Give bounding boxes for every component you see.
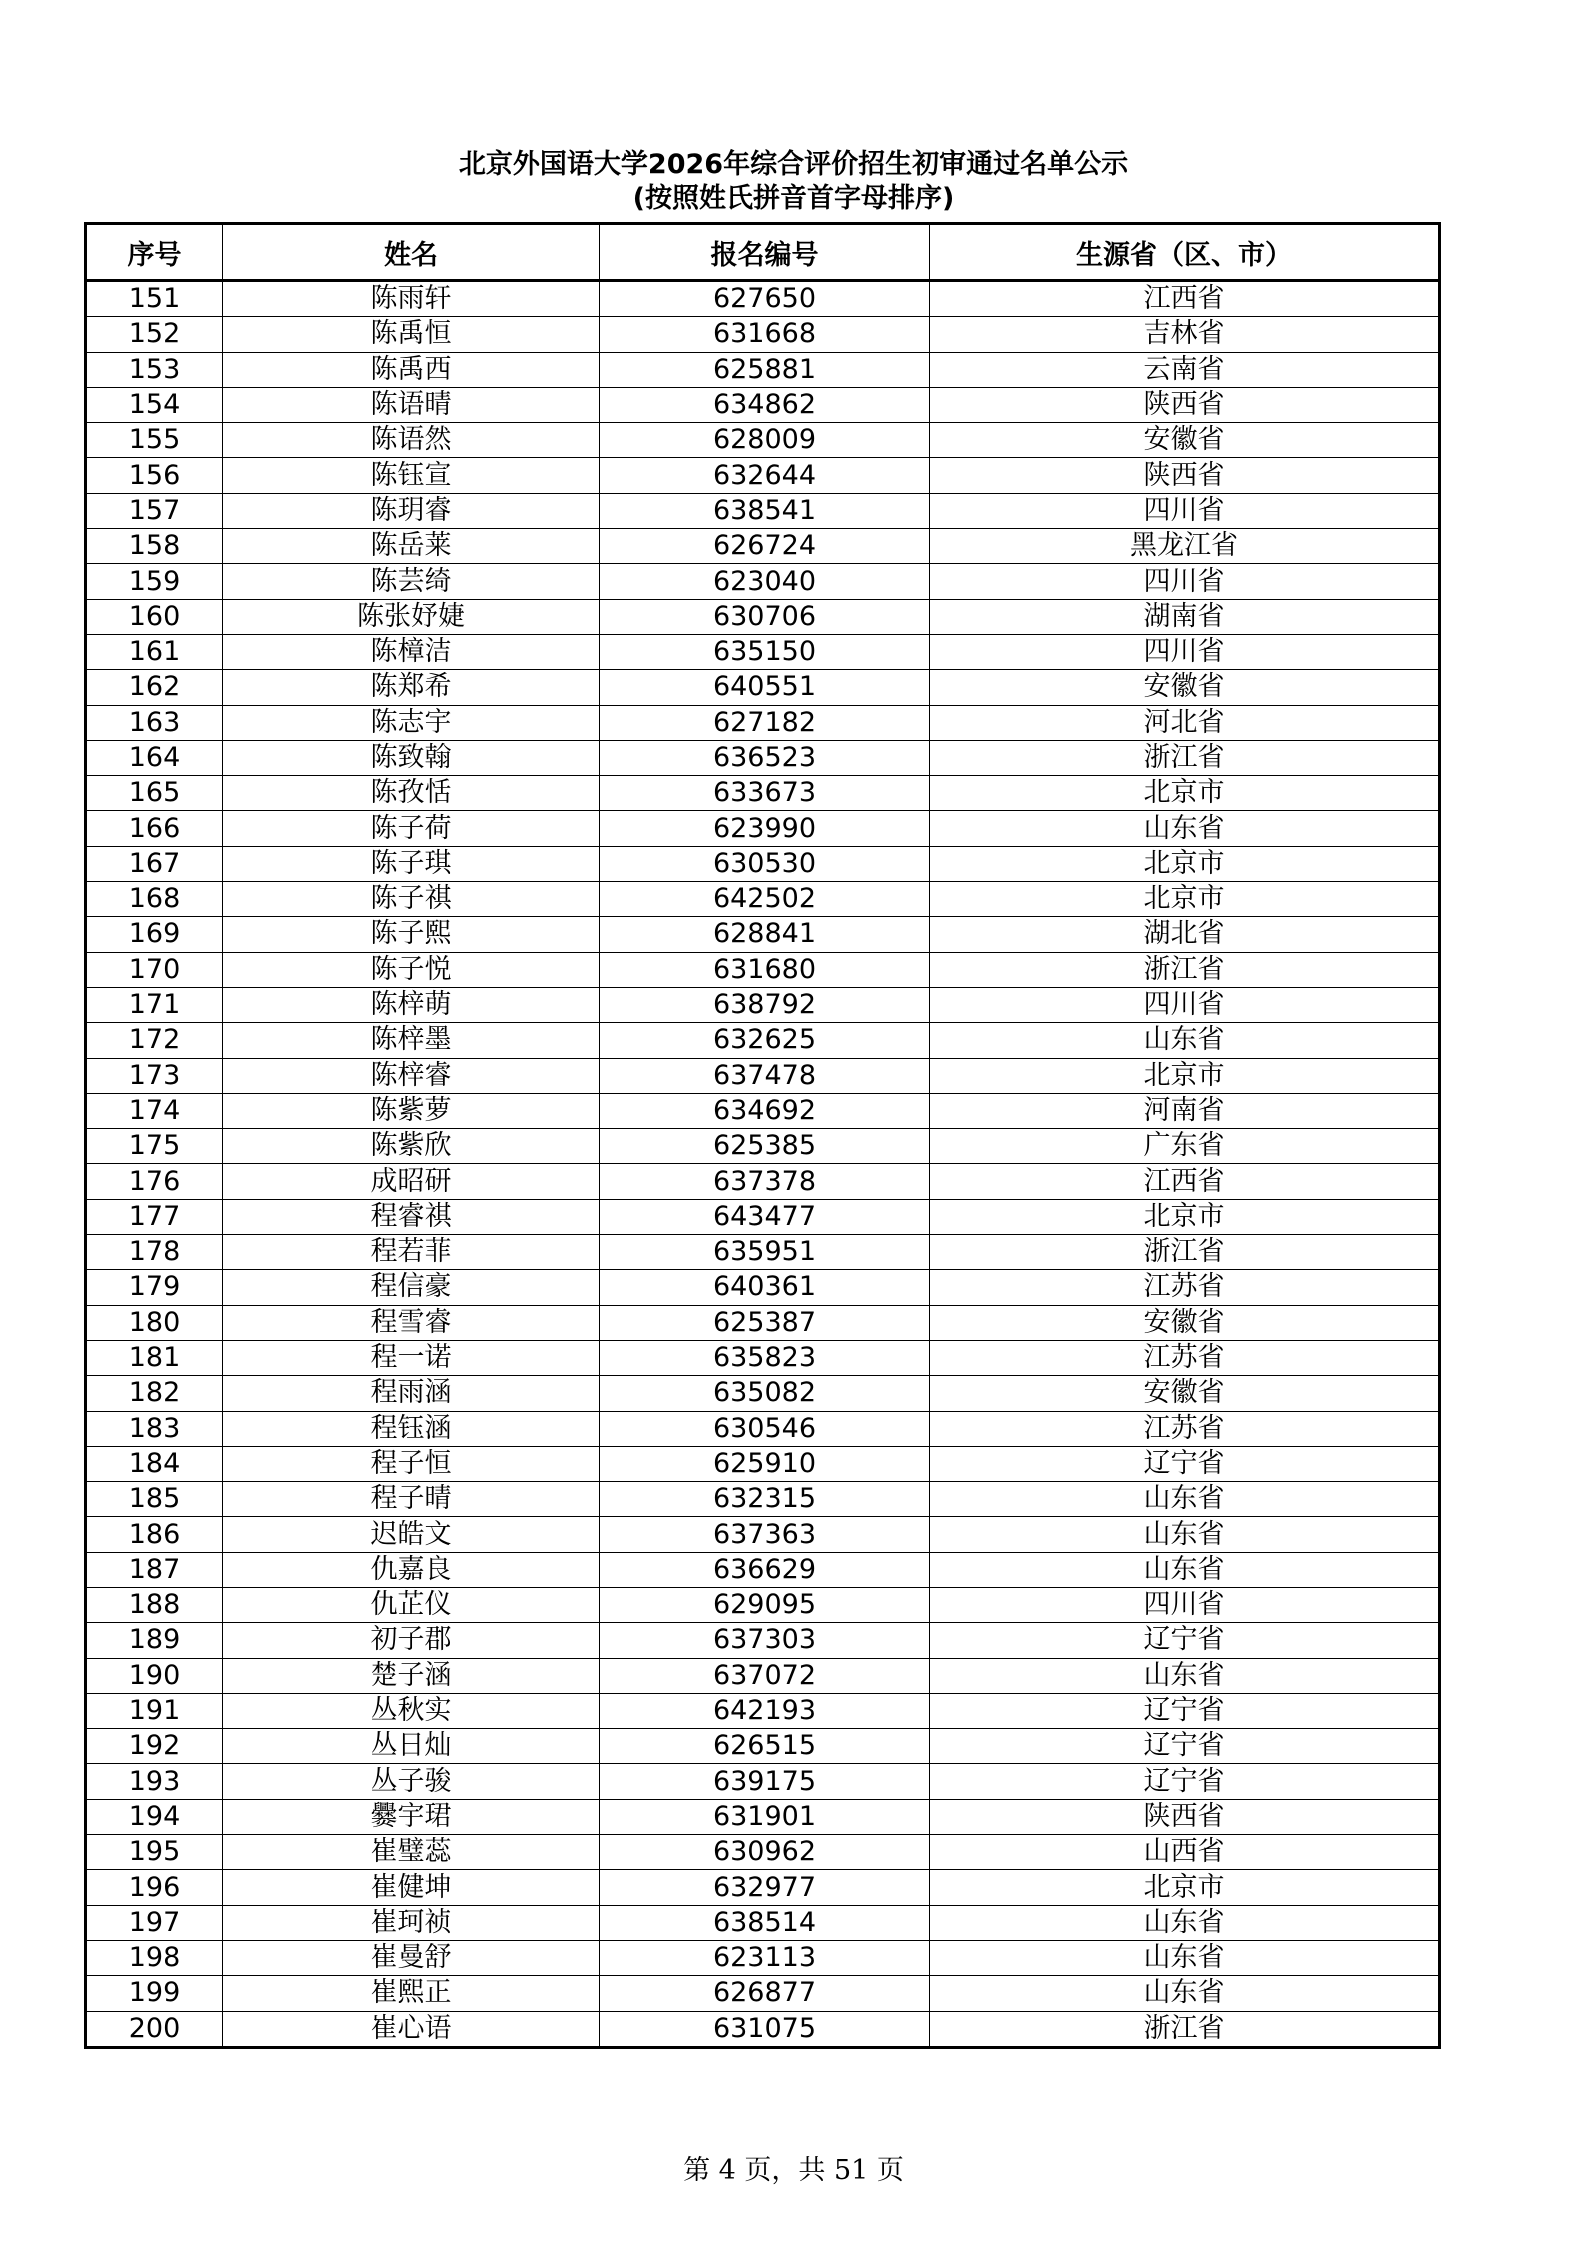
cell-reg-id: 628009 (600, 423, 930, 458)
cell-province: 陕西省 (930, 387, 1440, 422)
cell-province: 浙江省 (930, 740, 1440, 775)
table-row (86, 1905, 1440, 1940)
cell-province: 河北省 (930, 705, 1440, 740)
cell-province: 陕西省 (930, 1799, 1440, 1834)
cell-province: 四川省 (930, 634, 1440, 669)
cell-name: 初子郡 (223, 1623, 600, 1658)
table-row (86, 352, 1440, 387)
cell-reg-id: 634692 (600, 1093, 930, 1128)
cell-seq: 165 (86, 776, 223, 811)
table-row (86, 1129, 1440, 1164)
cell-name: 陈紫欣 (223, 1129, 600, 1164)
table-row (86, 1164, 1440, 1199)
table-row (86, 1587, 1440, 1622)
cell-province: 辽宁省 (930, 1729, 1440, 1764)
cell-name: 陈志宇 (223, 705, 600, 740)
cell-reg-id: 635951 (600, 1235, 930, 1270)
cell-name: 程雪睿 (223, 1305, 600, 1340)
table-row (86, 1482, 1440, 1517)
cell-seq: 177 (86, 1199, 223, 1234)
cell-seq: 168 (86, 882, 223, 917)
cell-name: 程一诺 (223, 1340, 600, 1375)
cell-name: 爨宇珺 (223, 1799, 600, 1834)
cell-seq: 166 (86, 811, 223, 846)
table-row (86, 1023, 1440, 1058)
table-row (86, 776, 1440, 811)
cell-reg-id: 638792 (600, 987, 930, 1022)
cell-province: 广东省 (930, 1129, 1440, 1164)
cell-reg-id: 637072 (600, 1658, 930, 1693)
table-row (86, 1976, 1440, 2011)
cell-province: 黑龙江省 (930, 529, 1440, 564)
table-row (86, 882, 1440, 917)
cell-name: 陈玥睿 (223, 493, 600, 528)
cell-name: 崔曼舒 (223, 1940, 600, 1975)
cell-seq: 195 (86, 1835, 223, 1870)
cell-reg-id: 638514 (600, 1905, 930, 1940)
cell-province: 安徽省 (930, 1305, 1440, 1340)
cell-name: 成昭研 (223, 1164, 600, 1199)
cell-province: 山东省 (930, 1517, 1440, 1552)
cell-province: 浙江省 (930, 952, 1440, 987)
cell-reg-id: 629095 (600, 1587, 930, 1622)
cell-name: 陈子琪 (223, 846, 600, 881)
cell-name: 丛秋实 (223, 1693, 600, 1728)
cell-province: 四川省 (930, 493, 1440, 528)
cell-reg-id: 643477 (600, 1199, 930, 1234)
table-row (86, 1517, 1440, 1552)
cell-seq: 178 (86, 1235, 223, 1270)
cell-seq: 192 (86, 1729, 223, 1764)
cell-name: 崔熙正 (223, 1976, 600, 2011)
table-row (86, 387, 1440, 422)
cell-seq: 155 (86, 423, 223, 458)
table-row (86, 458, 1440, 493)
cell-name: 陈致翰 (223, 740, 600, 775)
table-row (86, 493, 1440, 528)
cell-reg-id: 630530 (600, 846, 930, 881)
table-row (86, 1693, 1440, 1728)
cell-reg-id: 623040 (600, 564, 930, 599)
cell-reg-id: 635823 (600, 1340, 930, 1375)
cell-reg-id: 632315 (600, 1482, 930, 1517)
table-row (86, 634, 1440, 669)
cell-name: 陈子祺 (223, 882, 600, 917)
table-row (86, 1305, 1440, 1340)
document-title: 北京外国语大学2026年综合评价招生初审通过名单公示 (458, 149, 1129, 180)
cell-reg-id: 626515 (600, 1729, 930, 1764)
cell-province: 安徽省 (930, 670, 1440, 705)
cell-reg-id: 634862 (600, 387, 930, 422)
cell-reg-id: 639175 (600, 1764, 930, 1799)
cell-reg-id: 630546 (600, 1411, 930, 1446)
cell-reg-id: 635150 (600, 634, 930, 669)
cell-seq: 184 (86, 1446, 223, 1481)
cell-reg-id: 623113 (600, 1940, 930, 1975)
cell-province: 湖南省 (930, 599, 1440, 634)
cell-name: 崔健坤 (223, 1870, 600, 1905)
cell-name: 陈樟洁 (223, 634, 600, 669)
cell-province: 北京市 (930, 846, 1440, 881)
cell-seq: 158 (86, 529, 223, 564)
cell-name: 陈雨轩 (223, 281, 600, 317)
cell-name: 陈子悦 (223, 952, 600, 987)
cell-province: 江苏省 (930, 1411, 1440, 1446)
cell-seq: 164 (86, 740, 223, 775)
cell-province: 安徽省 (930, 1376, 1440, 1411)
cell-province: 山东省 (930, 1976, 1440, 2011)
table-row (86, 952, 1440, 987)
cell-name: 程子恒 (223, 1446, 600, 1481)
cell-province: 江苏省 (930, 1270, 1440, 1305)
cell-name: 丛日灿 (223, 1729, 600, 1764)
cell-province: 北京市 (930, 1870, 1440, 1905)
cell-name: 陈语晴 (223, 387, 600, 422)
column-header-name: 姓名 (223, 224, 600, 281)
cell-seq: 174 (86, 1093, 223, 1128)
cell-seq: 171 (86, 987, 223, 1022)
cell-seq: 190 (86, 1658, 223, 1693)
cell-name: 陈梓萌 (223, 987, 600, 1022)
cell-reg-id: 627182 (600, 705, 930, 740)
table-row (86, 1199, 1440, 1234)
cell-name: 陈梓墨 (223, 1023, 600, 1058)
cell-name: 陈岳莱 (223, 529, 600, 564)
cell-province: 辽宁省 (930, 1693, 1440, 1728)
cell-name: 程子晴 (223, 1482, 600, 1517)
cell-name: 程信豪 (223, 1270, 600, 1305)
cell-name: 楚子涵 (223, 1658, 600, 1693)
table-row (86, 1729, 1440, 1764)
cell-seq: 159 (86, 564, 223, 599)
cell-name: 陈芸绮 (223, 564, 600, 599)
cell-name: 崔心语 (223, 2011, 600, 2047)
cell-seq: 197 (86, 1905, 223, 1940)
cell-province: 江苏省 (930, 1340, 1440, 1375)
cell-name: 陈子荷 (223, 811, 600, 846)
table-header-row (86, 224, 1440, 281)
cell-province: 吉林省 (930, 317, 1440, 352)
cell-province: 山东省 (930, 1905, 1440, 1940)
cell-reg-id: 631668 (600, 317, 930, 352)
table-row (86, 564, 1440, 599)
table-row (86, 2011, 1440, 2047)
cell-province: 四川省 (930, 1587, 1440, 1622)
table-row (86, 423, 1440, 458)
column-header-seq: 序号 (86, 224, 223, 281)
cell-province: 浙江省 (930, 2011, 1440, 2047)
cell-province: 山西省 (930, 1835, 1440, 1870)
cell-seq: 152 (86, 317, 223, 352)
cell-seq: 182 (86, 1376, 223, 1411)
cell-reg-id: 630962 (600, 1835, 930, 1870)
cell-name: 陈紫萝 (223, 1093, 600, 1128)
cell-reg-id: 625387 (600, 1305, 930, 1340)
document-subtitle: (按照姓氏拼音首字母排序) (632, 183, 955, 214)
cell-reg-id: 632977 (600, 1870, 930, 1905)
table-row (86, 1376, 1440, 1411)
cell-name: 崔珂祯 (223, 1905, 600, 1940)
cell-name: 程雨涵 (223, 1376, 600, 1411)
cell-name: 程若菲 (223, 1235, 600, 1270)
cell-seq: 172 (86, 1023, 223, 1058)
table-row (86, 1835, 1440, 1870)
cell-name: 陈钰宣 (223, 458, 600, 493)
cell-province: 江西省 (930, 281, 1440, 317)
cell-reg-id: 625881 (600, 352, 930, 387)
cell-name: 程钰涵 (223, 1411, 600, 1446)
cell-reg-id: 638541 (600, 493, 930, 528)
cell-reg-id: 631901 (600, 1799, 930, 1834)
cell-reg-id: 640551 (600, 670, 930, 705)
cell-reg-id: 636523 (600, 740, 930, 775)
table-row (86, 1411, 1440, 1446)
cell-seq: 188 (86, 1587, 223, 1622)
table-row (86, 846, 1440, 881)
cell-province: 浙江省 (930, 1235, 1440, 1270)
cell-seq: 175 (86, 1129, 223, 1164)
table-row (86, 1658, 1440, 1693)
cell-reg-id: 631075 (600, 2011, 930, 2047)
cell-seq: 194 (86, 1799, 223, 1834)
table-row (86, 740, 1440, 775)
table-row (86, 1552, 1440, 1587)
table-body (86, 281, 1440, 2048)
cell-name: 陈张妤婕 (223, 599, 600, 634)
cell-name: 陈孜恬 (223, 776, 600, 811)
cell-province: 四川省 (930, 564, 1440, 599)
cell-province: 北京市 (930, 776, 1440, 811)
cell-province: 辽宁省 (930, 1623, 1440, 1658)
cell-name: 陈郑希 (223, 670, 600, 705)
cell-seq: 181 (86, 1340, 223, 1375)
cell-reg-id: 637478 (600, 1058, 930, 1093)
table-row (86, 670, 1440, 705)
table-row (86, 281, 1440, 317)
cell-reg-id: 642193 (600, 1693, 930, 1728)
cell-reg-id: 635082 (600, 1376, 930, 1411)
cell-reg-id: 627650 (600, 281, 930, 317)
cell-province: 山东省 (930, 1940, 1440, 1975)
cell-seq: 196 (86, 1870, 223, 1905)
cell-province: 云南省 (930, 352, 1440, 387)
cell-province: 山东省 (930, 1658, 1440, 1693)
cell-reg-id: 626877 (600, 1976, 930, 2011)
cell-reg-id: 642502 (600, 882, 930, 917)
cell-reg-id: 625385 (600, 1129, 930, 1164)
cell-province: 山东省 (930, 1552, 1440, 1587)
cell-seq: 183 (86, 1411, 223, 1446)
table-row (86, 1093, 1440, 1128)
cell-seq: 186 (86, 1517, 223, 1552)
cell-seq: 189 (86, 1623, 223, 1658)
cell-province: 江西省 (930, 1164, 1440, 1199)
cell-province: 山东省 (930, 1482, 1440, 1517)
cell-seq: 157 (86, 493, 223, 528)
cell-reg-id: 637303 (600, 1623, 930, 1658)
table-row (86, 317, 1440, 352)
column-header-reg-id: 报名编号 (600, 224, 930, 281)
table-row (86, 1235, 1440, 1270)
cell-name: 仇嘉良 (223, 1552, 600, 1587)
table-row (86, 917, 1440, 952)
cell-seq: 200 (86, 2011, 223, 2047)
cell-seq: 156 (86, 458, 223, 493)
cell-province: 山东省 (930, 1023, 1440, 1058)
table-row (86, 705, 1440, 740)
column-header-province: 生源省（区、市） (930, 224, 1440, 281)
cell-name: 陈子熙 (223, 917, 600, 952)
cell-reg-id: 623990 (600, 811, 930, 846)
cell-name: 崔璧蕊 (223, 1835, 600, 1870)
cell-name: 丛子骏 (223, 1764, 600, 1799)
cell-seq: 151 (86, 281, 223, 317)
cell-province: 北京市 (930, 1058, 1440, 1093)
table-row (86, 1058, 1440, 1093)
table-row (86, 987, 1440, 1022)
table-row (86, 811, 1440, 846)
admission-list-table (84, 222, 1441, 2049)
cell-seq: 193 (86, 1764, 223, 1799)
cell-seq: 179 (86, 1270, 223, 1305)
cell-province: 四川省 (930, 987, 1440, 1022)
cell-seq: 169 (86, 917, 223, 952)
cell-reg-id: 636629 (600, 1552, 930, 1587)
cell-reg-id: 632625 (600, 1023, 930, 1058)
page-footer: 第 4 页，共 51 页 (683, 2155, 904, 2186)
table-row (86, 599, 1440, 634)
cell-seq: 170 (86, 952, 223, 987)
cell-reg-id: 633673 (600, 776, 930, 811)
cell-name: 仇芷仪 (223, 1587, 600, 1622)
cell-province: 陕西省 (930, 458, 1440, 493)
cell-province: 湖北省 (930, 917, 1440, 952)
cell-seq: 160 (86, 599, 223, 634)
table-row (86, 1764, 1440, 1799)
table-row (86, 529, 1440, 564)
cell-reg-id: 631680 (600, 952, 930, 987)
cell-seq: 176 (86, 1164, 223, 1199)
cell-province: 河南省 (930, 1093, 1440, 1128)
table-row (86, 1270, 1440, 1305)
cell-reg-id: 637378 (600, 1164, 930, 1199)
cell-name: 迟皓文 (223, 1517, 600, 1552)
cell-province: 辽宁省 (930, 1764, 1440, 1799)
cell-name: 陈禹恒 (223, 317, 600, 352)
cell-reg-id: 637363 (600, 1517, 930, 1552)
cell-province: 北京市 (930, 1199, 1440, 1234)
table-row (86, 1940, 1440, 1975)
cell-reg-id: 640361 (600, 1270, 930, 1305)
cell-seq: 167 (86, 846, 223, 881)
table-row (86, 1446, 1440, 1481)
cell-reg-id: 628841 (600, 917, 930, 952)
cell-seq: 180 (86, 1305, 223, 1340)
cell-seq: 154 (86, 387, 223, 422)
cell-seq: 187 (86, 1552, 223, 1587)
cell-name: 陈语然 (223, 423, 600, 458)
cell-seq: 199 (86, 1976, 223, 2011)
cell-reg-id: 630706 (600, 599, 930, 634)
cell-reg-id: 626724 (600, 529, 930, 564)
cell-seq: 173 (86, 1058, 223, 1093)
cell-province: 山东省 (930, 811, 1440, 846)
cell-seq: 198 (86, 1940, 223, 1975)
cell-seq: 191 (86, 1693, 223, 1728)
cell-seq: 161 (86, 634, 223, 669)
table-row (86, 1870, 1440, 1905)
cell-seq: 163 (86, 705, 223, 740)
table-row (86, 1340, 1440, 1375)
cell-name: 陈梓睿 (223, 1058, 600, 1093)
cell-seq: 185 (86, 1482, 223, 1517)
table-row (86, 1799, 1440, 1834)
cell-province: 北京市 (930, 882, 1440, 917)
cell-reg-id: 632644 (600, 458, 930, 493)
cell-reg-id: 625910 (600, 1446, 930, 1481)
cell-seq: 162 (86, 670, 223, 705)
cell-province: 安徽省 (930, 423, 1440, 458)
cell-province: 辽宁省 (930, 1446, 1440, 1481)
table-row (86, 1623, 1440, 1658)
cell-name: 陈禹西 (223, 352, 600, 387)
cell-seq: 153 (86, 352, 223, 387)
cell-name: 程睿祺 (223, 1199, 600, 1234)
